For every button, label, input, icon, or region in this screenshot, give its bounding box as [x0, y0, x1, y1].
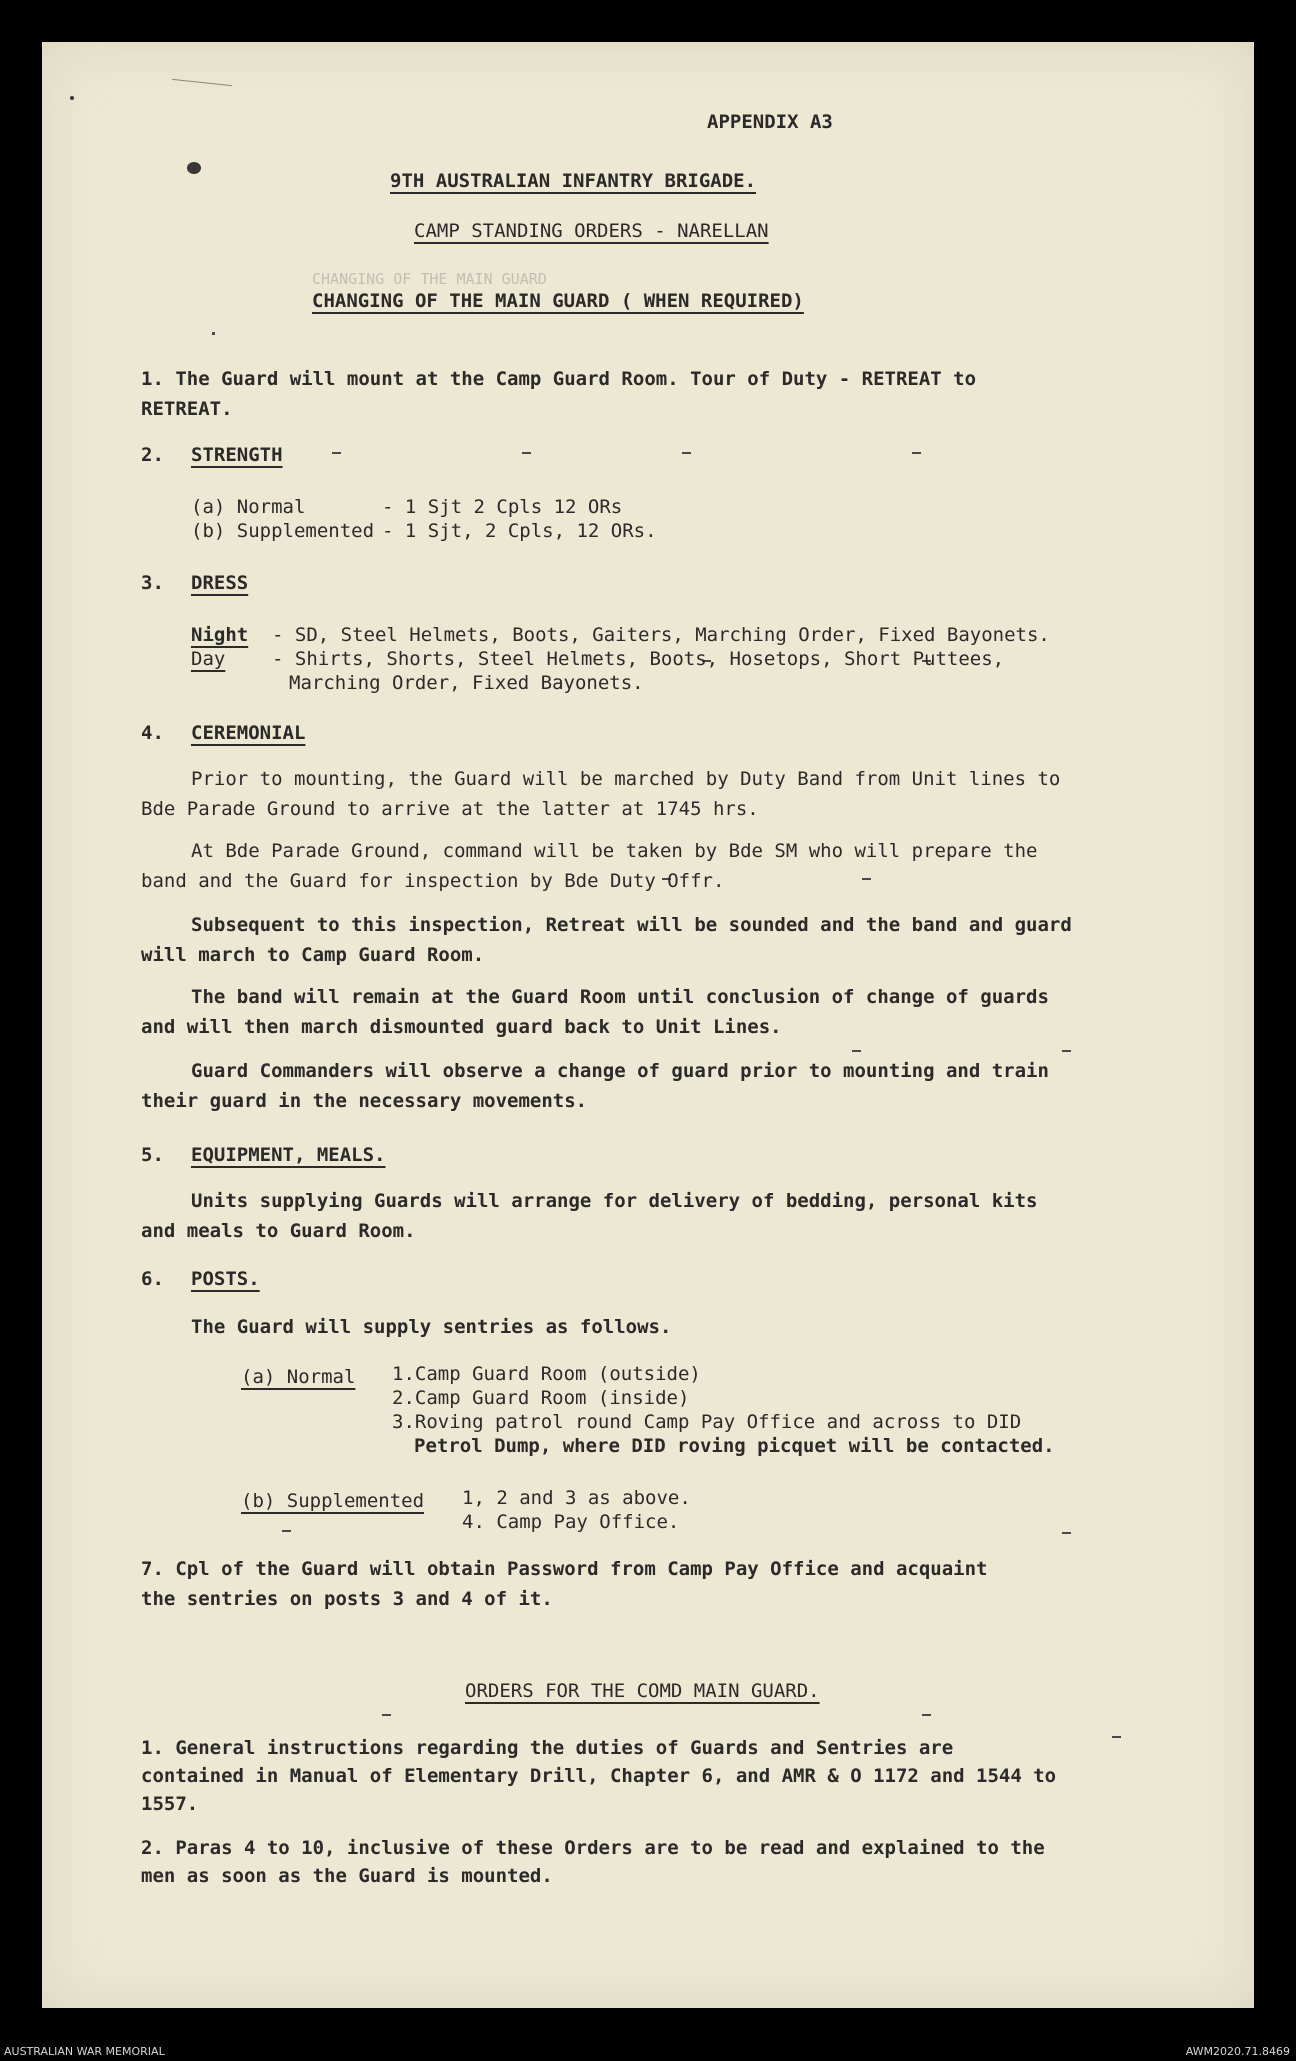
section-title: CHANGING OF THE MAIN GUARD ( WHEN REQUIRED) — [312, 290, 804, 312]
posts-normal-label: (a) Normal — [241, 1366, 356, 1388]
faint-overprint: CHANGING OF THE MAIN GUARD — [312, 270, 547, 288]
stray-mark — [1062, 1532, 1071, 1534]
paragraph-line: the sentries on posts 3 and 4 of it. — [141, 1588, 553, 1610]
footer-accession-number: AWM2020.71.8469 — [1185, 2045, 1290, 2058]
post-item: 3.Roving patrol round Camp Pay Office and across to DID — [392, 1411, 1022, 1433]
orders-paragraph-2 — [141, 1834, 1045, 1890]
paragraph-line: 2. Paras 4 to 10, inclusive of these Orders are to be read and explained to the — [141, 1837, 1045, 1859]
paragraph-line: RETREAT. — [141, 398, 233, 420]
stray-mark — [682, 452, 691, 454]
paragraph-line: The band will remain at the Guard Room until conclusion of change of guards — [191, 986, 1049, 1008]
ceremonial-paragraph-3 — [141, 910, 1072, 970]
paragraph-line: Guard Commanders will observe a change of guard prior to mounting and train — [191, 1060, 1049, 1082]
paragraph-line: At Bde Parade Ground, command will be taken by Bde SM who will prepare the — [191, 840, 1038, 862]
document-page — [42, 42, 1254, 2008]
paragraph-line: 1557. — [141, 1793, 199, 1815]
equipment-number: 5. — [141, 1144, 164, 1166]
strength-number: 2. — [141, 444, 164, 466]
ink-dot — [70, 96, 74, 100]
ink-blot — [187, 162, 201, 174]
ceremonial-paragraph-5 — [141, 1056, 1049, 1116]
strength-heading: STRENGTH — [191, 444, 283, 466]
footer-credit: AUSTRALIAN WAR MEMORIAL — [4, 2045, 165, 2058]
paragraph-line: 7. Cpl of the Guard will obtain Password from Camp Pay Office and acquaint — [141, 1558, 988, 1580]
dress-night-text: - SD, Steel Helmets, Boots, Gaiters, Marching Order, Fixed Bayonets. — [272, 624, 1050, 646]
brigade-title: 9TH AUSTRALIAN INFANTRY BRIGADE. — [390, 170, 757, 192]
stray-mark — [522, 452, 531, 454]
equipment-paragraph — [141, 1186, 1037, 1246]
posts-heading: POSTS. — [191, 1268, 260, 1290]
orders-paragraph-1 — [141, 1734, 1056, 1818]
ceremonial-paragraph-1 — [141, 764, 1060, 824]
ceremonial-number: 4. — [141, 722, 164, 744]
stray-mark — [852, 1050, 861, 1052]
stray-mark — [922, 1714, 931, 1716]
dress-day-label: Day — [191, 648, 226, 670]
appendix-label: APPENDIX A3 — [707, 111, 833, 133]
strength-supplemented-text: - 1 Sjt, 2 Cpls, 12 ORs. — [382, 520, 657, 542]
dress-night-label: Night — [191, 624, 249, 646]
posts-supplemented-label: (b) Supplemented — [241, 1490, 425, 1512]
paragraph-line: their guard in the necessary movements. — [141, 1090, 588, 1112]
dress-day-text-2: Marching Order, Fixed Bayonets. — [289, 672, 644, 694]
strength-normal-label: (a) Normal — [191, 496, 306, 518]
post-item: 2.Camp Guard Room (inside) — [392, 1387, 690, 1409]
stray-mark — [382, 1714, 391, 1716]
equipment-heading: EQUIPMENT, MEALS. — [191, 1144, 386, 1166]
post-item: Petrol Dump, where DID roving picquet will be contacted. — [414, 1435, 1055, 1457]
paragraph-line: 1. The Guard will mount at the Camp Guard Room. Tour of Duty - RETREAT to — [141, 368, 977, 390]
orders-heading: ORDERS FOR THE COMD MAIN GUARD. — [465, 1680, 820, 1702]
paragraph-7 — [141, 1554, 987, 1614]
ceremonial-heading: CEREMONIAL — [191, 722, 306, 744]
paragraph-1 — [141, 364, 976, 424]
paragraph-line: men as soon as the Guard is mounted. — [141, 1865, 553, 1887]
dress-day-text: - Shirts, Shorts, Steel Helmets, Boots, Hosetops, Short Puttees, — [272, 648, 1005, 670]
dress-heading: DRESS — [191, 572, 249, 594]
ceremonial-paragraph-2 — [141, 836, 1037, 896]
stray-mark — [1112, 1736, 1121, 1738]
strength-supplemented-label: (b) Supplemented — [191, 520, 375, 542]
paragraph-line: and will then march dismounted guard back to Unit Lines. — [141, 1016, 782, 1038]
paragraph-line: 1. General instructions regarding the duties of Guards and Sentries are — [141, 1737, 954, 1759]
strength-normal-text: - 1 Sjt 2 Cpls 12 ORs — [382, 496, 623, 518]
posts-supplemented-list — [462, 1486, 691, 1534]
posts-intro: The Guard will supply sentries as follows. — [191, 1316, 672, 1338]
document-subtitle: CAMP STANDING ORDERS - NARELLAN — [414, 220, 769, 242]
stray-mark — [212, 332, 215, 335]
paragraph-line: will march to Camp Guard Room. — [141, 944, 485, 966]
stray-mark — [282, 1530, 291, 1532]
stray-mark — [332, 452, 341, 454]
post-item: 1, 2 and 3 as above. — [462, 1487, 691, 1509]
paragraph-line: Prior to mounting, the Guard will be marched by Duty Band from Unit lines to — [191, 768, 1061, 790]
stray-mark — [1062, 1050, 1071, 1052]
paragraph-line: Units supplying Guards will arrange for delivery of bedding, personal kits — [191, 1190, 1038, 1212]
paragraph-line: and meals to Guard Room. — [141, 1220, 416, 1242]
paragraph-line: Subsequent to this inspection, Retreat will be sounded and the band and guard — [191, 914, 1072, 936]
stray-mark — [912, 452, 921, 454]
paragraph-line: band and the Guard for inspection by Bde Duty Offr. — [141, 870, 725, 892]
post-item: 1.Camp Guard Room (outside) — [392, 1363, 701, 1385]
posts-number: 6. — [141, 1268, 164, 1290]
paragraph-line: contained in Manual of Elementary Drill, Chapter 6, and AMR & O 1172 and 1544 to — [141, 1765, 1057, 1787]
post-item: 4. Camp Pay Office. — [462, 1511, 680, 1533]
ceremonial-paragraph-4 — [141, 982, 1049, 1042]
posts-normal-list — [392, 1362, 1055, 1458]
dress-number: 3. — [141, 572, 164, 594]
paragraph-line: Bde Parade Ground to arrive at the latter at 1745 hrs. — [141, 798, 759, 820]
stray-mark — [172, 79, 232, 86]
